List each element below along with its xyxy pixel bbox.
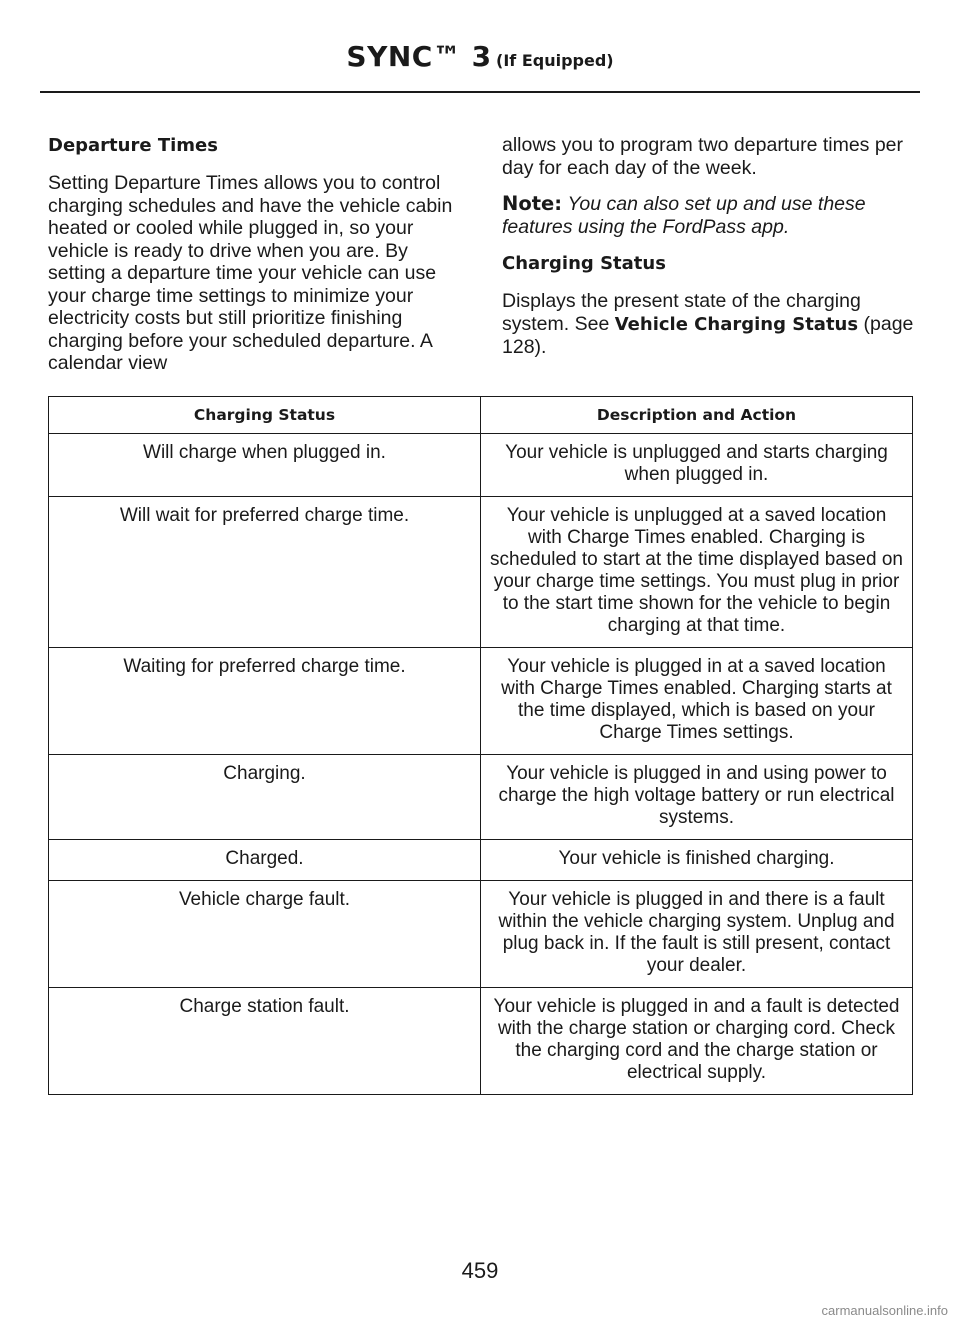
- description-cell: Your vehicle is unplugged at a saved location with Charge Times enabled. Charging is scheduled to start at the time displayed based on your charge time settings. You must plug in prior to the start time shown for the vehicle to begin charging at that time.: [481, 497, 913, 648]
- status-cell: Waiting for preferred charge time.: [49, 648, 481, 755]
- departure-times-continuation: allows you to program two departure times per day for each day of the week.: [502, 134, 904, 179]
- page-header: [40, 40, 920, 73]
- table-row: [49, 648, 913, 755]
- header-divider: [40, 91, 920, 93]
- page-reference: (page 128).: [502, 312, 914, 358]
- charging-status-heading: Charging Status: [502, 253, 666, 274]
- section-subtitle: (If Equipped): [496, 51, 614, 70]
- note-text: You can also set up and use these features using the FordPass app.: [502, 193, 866, 238]
- page-number: 459: [461, 1258, 499, 1283]
- status-cell: Vehicle charge fault.: [49, 881, 481, 988]
- table-row: [49, 497, 913, 648]
- status-cell: Will charge when plugged in.: [49, 434, 481, 497]
- departure-times-paragraph: Setting Departure Times allows you to control charging schedules and have the vehicle cabin heated or cooled while plugged in, so your vehicle is ready to drive when you are. By setting a departure time your vehicle can use your charge time settings to minimize your electricity costs but still prioritize finishing charging before your scheduled departure. A calendar view: [48, 172, 453, 374]
- description-cell: Your vehicle is plugged in and there is a fault within the vehicle charging system. Unplug and plug back in. If the fault is still present, contact your dealer.: [481, 881, 913, 988]
- description-cell: Your vehicle is plugged in and a fault is detected with the charge station or charging cord. Check the charging cord and the charge station or electrical supply.: [481, 988, 913, 1095]
- note: [502, 193, 918, 238]
- note-label: Note:: [502, 192, 563, 215]
- table-row: [49, 881, 913, 988]
- table-header-row: [49, 397, 913, 434]
- watermark: carmanualsonline.info: [821, 1303, 948, 1318]
- column-header-description: Description and Action: [481, 397, 913, 434]
- section-title: SYNC™ 3: [346, 40, 492, 73]
- charging-status-table: [48, 396, 913, 1095]
- right-column: [502, 134, 918, 373]
- charging-status-text: Displays the present state of the charging system. See: [502, 290, 861, 335]
- charging-status-paragraph: [502, 290, 918, 359]
- status-cell: Charging.: [49, 755, 481, 840]
- description-cell: Your vehicle is unplugged and starts charging when plugged in.: [481, 434, 913, 497]
- departure-times-heading: Departure Times: [48, 135, 218, 156]
- description-cell: Your vehicle is finished charging.: [481, 840, 913, 881]
- table-row: [49, 755, 913, 840]
- status-cell: Will wait for preferred charge time.: [49, 497, 481, 648]
- table-row: [49, 840, 913, 881]
- status-cell: Charge station fault.: [49, 988, 481, 1095]
- description-cell: Your vehicle is plugged in at a saved location with Charge Times enabled. Charging starts at the time displayed, which is based on your Charge Times settings.: [481, 648, 913, 755]
- description-cell: Your vehicle is plugged in and using power to charge the high voltage battery or run electrical systems.: [481, 755, 913, 840]
- cross-reference-link[interactable]: Vehicle Charging Status: [614, 313, 859, 335]
- status-cell: Charged.: [49, 840, 481, 881]
- column-header-status: Charging Status: [49, 397, 481, 434]
- table-row: [49, 434, 913, 497]
- left-column: [48, 134, 464, 389]
- table-row: [49, 988, 913, 1095]
